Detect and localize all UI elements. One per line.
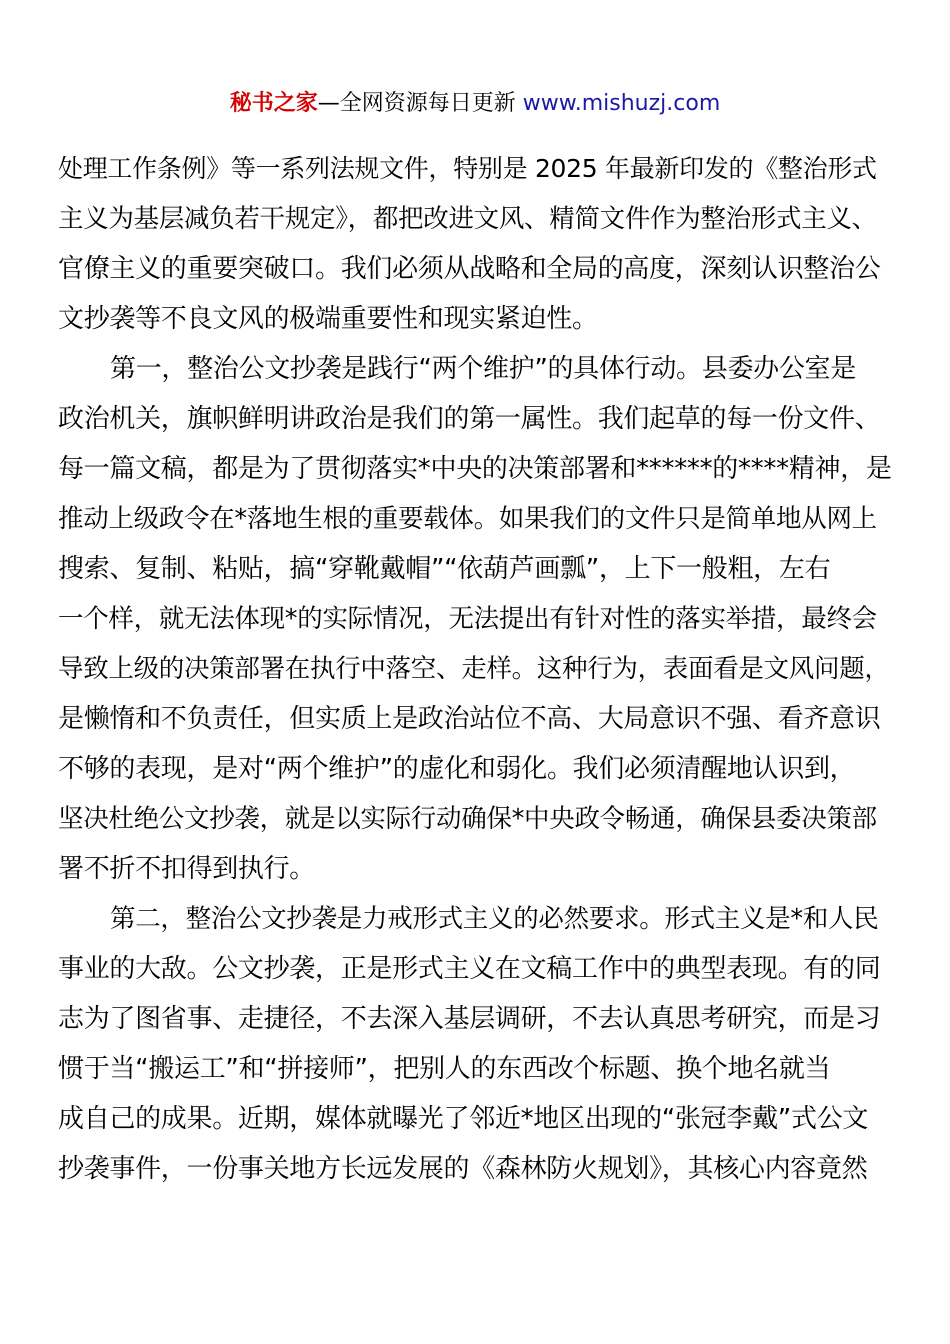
text-line: 文抄袭等不良文风的极端重要性和现实紧迫性。 — [58, 304, 598, 334]
paragraph-first-line: 第一，整治公文抄袭是践行“两个维护”的具体行动。县委办公室是 — [110, 354, 856, 384]
text-line: 导致上级的决策部署在执行中落空、走样。这种行为，表面看是文风问题， — [58, 654, 890, 684]
text-line: 不够的表现，是对“两个维护”的虚化和弱化。我们必须清醒地认识到， — [58, 754, 856, 784]
text-line: 处理工作条例》等一系列法规文件，特别是 2025 年最新印发的《整治形式 — [58, 154, 877, 183]
text-line: 惯于当“搬运工”和“拼接师”，把别人的东西改个标题、换个地名就当 — [58, 1054, 831, 1084]
text-line: 推动上级政令在*落地生根的重要载体。如果我们的文件只是简单地从网上 — [58, 504, 877, 534]
text-line: 每一篇文稿，都是为了贯彻落实*中央的决策部署和******的****精神，是 — [58, 454, 892, 484]
paragraph-first-line: 第二，整治公文抄袭是力戒形式主义的必然要求。形式主义是*和人民 — [110, 904, 879, 934]
site-url-link[interactable]: www.mishuzj.com — [522, 91, 721, 116]
text-line: 主义为基层减负若干规定》，都把改进文风、精简文件作为整治形式主义、 — [58, 204, 877, 234]
document-body — [58, 144, 892, 1194]
text-line: 志为了图省事、走捷径，不去深入基层调研，不去认真思考研究，而是习 — [58, 1004, 881, 1034]
site-header — [0, 88, 950, 120]
text-line: 搜索、复制、粘贴，搞“穿靴戴帽”“依葫芦画瓢”，上下一般粗，左右 — [58, 554, 831, 584]
text-line: 成自己的成果。近期，媒体就曝光了邻近*地区出现的“张冠李戴”式公文 — [58, 1104, 869, 1134]
site-brand: 秘书之家 — [229, 91, 318, 116]
text-line: 政治机关，旗帜鲜明讲政治是我们的第一属性。我们起草的每一份文件、 — [58, 404, 881, 434]
text-line: 署不折不扣得到执行。 — [58, 854, 316, 884]
text-line: 一个样，就无法体现*的实际情况，无法提出有针对性的落实举措，最终会 — [58, 604, 877, 634]
text-line: 事业的大敌。公文抄袭，正是形式主义在文稿工作中的典型表现。有的同 — [58, 954, 881, 984]
text-line: 是懒惰和不负责任，但实质上是政治站位不高、大局意识不强、看齐意识 — [58, 704, 881, 734]
site-tagline: —全网资源每日更新 — [317, 91, 523, 116]
text-line: 坚决杜绝公文抄袭，就是以实际行动确保*中央政令畅通，确保县委决策部 — [58, 804, 877, 834]
text-line: 官僚主义的重要突破口。我们必须从战略和全局的高度，深刻认识整治公 — [58, 254, 881, 284]
text-line: 抄袭事件，一份事关地方长远发展的《森林防火规划》，其核心内容竟然 — [58, 1154, 868, 1184]
